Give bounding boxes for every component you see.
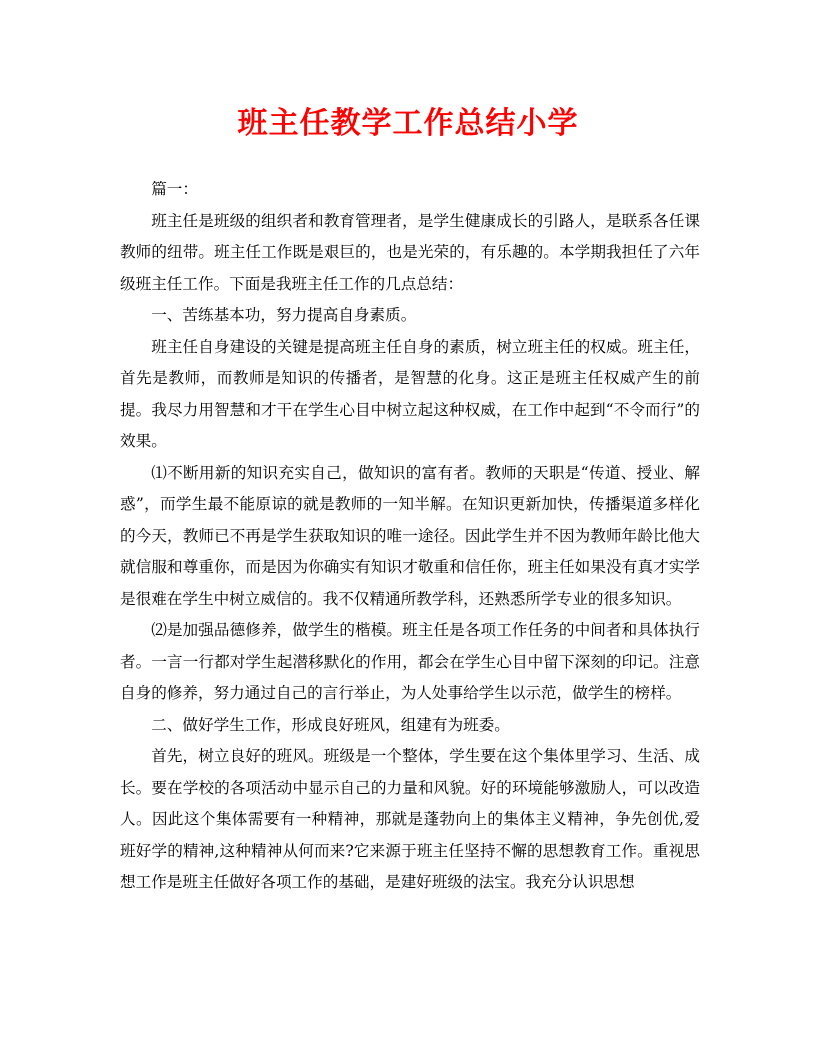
paragraph: 班主任自身建设的关键是提高班主任自身的素质，树立班主任的权威。班主任，首先是教师，而教师是知识的传播者，是智慧的化身。这正是班主任权威产生的前提。我尽力用智慧和才干在学生心目中树立起这种权威，在工作中起到“不令而行”的效果。 <box>120 337 700 450</box>
section-heading: 二、做好学生工作，形成良好班风，组建有为班委。 <box>151 715 510 734</box>
document-body <box>120 174 700 899</box>
section-heading: 一、苦练基本功，努力提高自身素质。 <box>151 306 417 324</box>
document-title: 班主任教学工作总结小学 <box>237 106 579 141</box>
paragraph: 班主任是班级的组织者和教育管理者，是学生健康成长的引路人，是联系各任课教师的纽带。班主任工作既是艰巨的，也是光荣的，有乐趣的。本学期我担任了六年级班主任工作。下面是我班主任工作的几点总结： <box>120 211 700 293</box>
paragraph-section-label: 篇一： <box>151 180 198 198</box>
paragraph: 首先，树立良好的班风。班级是一个整体，学生要在这个集体里学习、生活、成长。要在学校的各项活动中显示自己的力量和风貌。好的环境能够激励人，可以改造人。因此这个集体需要有一种精神，那就是蓬勃向上的集体主义精神，争先创优,爱班好学的精神,这种精神从何而来?它来源于班主任坚持不懈的思想教育工作。重视思想工作是班主任做好各项工作的基础，是建好班级的法宝。我充分认识思想 <box>120 747 700 891</box>
paragraph: ⑵是加强品德修养，做学生的楷模。班主任是各项工作任务的中间者和具体执行者。一言一行都对学生起潜移默化的作用，都会在学生心目中留下深刻的印记。注意自身的修养，努力通过自己的言行举止，为人处事给学生以示范，做学生的榜样。 <box>120 621 700 702</box>
paragraph: ⑴不断用新的知识充实自己，做知识的富有者。教师的天职是“传道、授业、解惑”，而学生最不能原谅的就是教师的一知半解。在知识更新加快，传播渠道多样化的今天，教师已不再是学生获取知识的唯一途径。因此学生并不因为教师年龄比他大就信服和尊重你，而是因为你确实有知识才敬重和信任你，班主任如果没有真才实学是很难在学生中树立威信的。我不仅精通所教学科，还熟悉所学专业的很多知识。 <box>120 463 700 608</box>
